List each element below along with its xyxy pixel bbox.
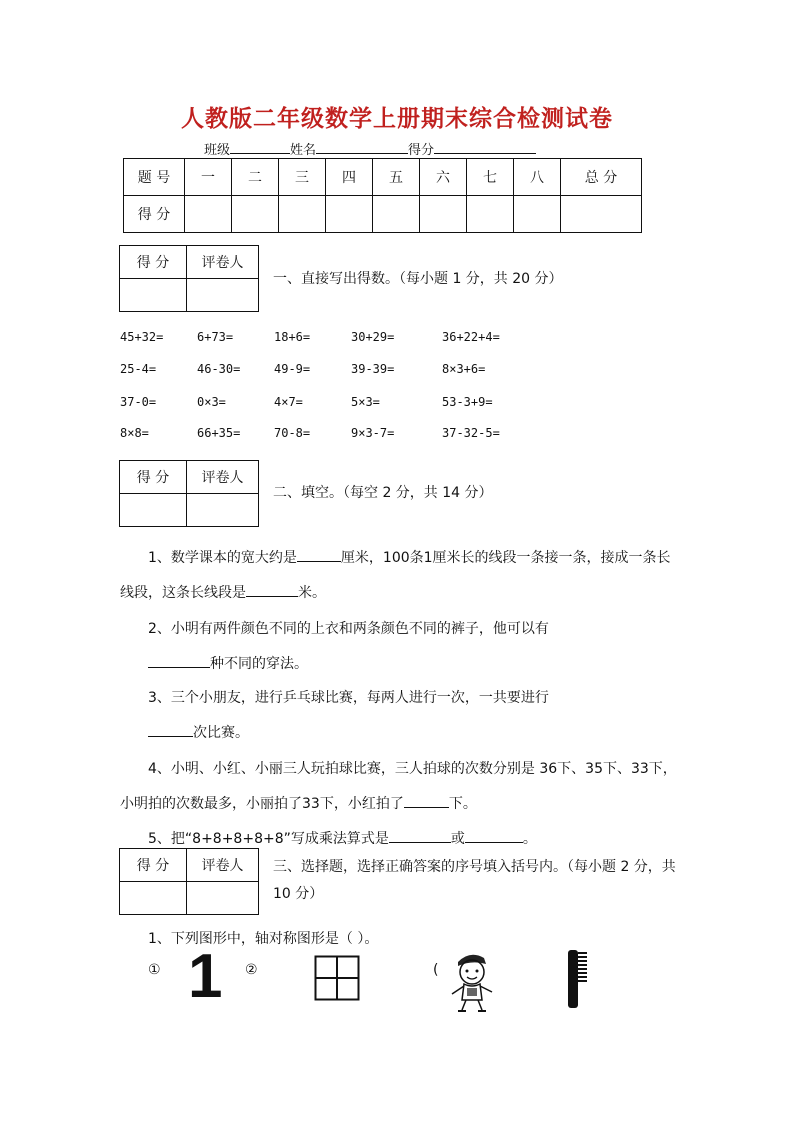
grader-cell[interactable]	[187, 279, 259, 312]
arith-item: 53-3+9=	[442, 395, 493, 409]
score-cell[interactable]	[467, 196, 514, 233]
question-number-row	[124, 159, 642, 196]
fill-question-2-line-1: 2、小明有两件颜色不同的上衣和两条颜色不同的裤子，他可以有	[148, 621, 549, 637]
score-row	[124, 196, 642, 233]
score-cell[interactable]	[514, 196, 561, 233]
answer-blank[interactable]	[148, 723, 193, 737]
score-cell[interactable]	[373, 196, 420, 233]
row-header: 题 号	[124, 159, 185, 196]
score-cell[interactable]	[232, 196, 279, 233]
arith-item: 49-9=	[274, 362, 311, 376]
score-cell[interactable]	[420, 196, 467, 233]
arith-item: 8×8=	[120, 426, 149, 440]
grader-label: 评卷人	[187, 246, 259, 279]
column-header: 二	[232, 159, 279, 196]
grader-score-label: 得 分	[120, 849, 187, 882]
arith-item: 8×3+6=	[442, 362, 486, 376]
arith-item: 37-0=	[120, 395, 157, 409]
fill-question-4-line-1: 4、小明、小红、小丽三人玩拍球比赛，三人拍球的次数分别是 36下、35下、33下，	[148, 761, 677, 777]
name-blank[interactable]	[316, 141, 408, 154]
answer-blank[interactable]	[404, 794, 449, 808]
column-header: 总 分	[561, 159, 642, 196]
grader-score-cell[interactable]	[120, 494, 187, 527]
section-3-title-line-1: 三、选择题，选择正确答案的序号填入括号内。（每小题 2 分，共	[273, 859, 676, 875]
section-2-title: 二、填空。（每空 2 分，共 14 分）	[273, 485, 493, 501]
column-header: 七	[467, 159, 514, 196]
answer-blank[interactable]	[148, 654, 210, 668]
fill-question-3-line-2: 次比赛。	[148, 722, 249, 742]
score-cell[interactable]	[279, 196, 326, 233]
arith-item: 6+73=	[197, 330, 234, 344]
grader-score-cell[interactable]	[120, 882, 187, 915]
arith-item: 9×3-7=	[351, 426, 395, 440]
arith-item: 5×3=	[351, 395, 380, 409]
arith-item: 25-4=	[120, 362, 157, 376]
grader-label: 评卷人	[187, 849, 259, 882]
arith-item: 36+22+4=	[442, 330, 500, 344]
grader-cell[interactable]	[187, 882, 259, 915]
arith-item: 18+6=	[274, 330, 311, 344]
column-header: 一	[185, 159, 232, 196]
answer-blank[interactable]	[389, 829, 451, 843]
arith-item: 45+32=	[120, 330, 164, 344]
score-cell[interactable]	[561, 196, 642, 233]
score-cell[interactable]	[326, 196, 373, 233]
section-3-title-line-2: 10 分）	[273, 886, 324, 902]
fill-question-2-line-2: 种不同的穿法。	[148, 653, 308, 673]
column-header: 六	[420, 159, 467, 196]
option-2-marker: ②	[245, 962, 258, 978]
name-label: 姓名	[290, 143, 317, 158]
grader-box	[119, 245, 259, 312]
digit-one-figure: 1	[188, 942, 223, 1011]
arith-item: 37-32-5=	[442, 426, 500, 440]
arith-item: 46-30=	[197, 362, 241, 376]
column-header: 五	[373, 159, 420, 196]
class-label: 班级	[204, 143, 231, 158]
class-blank[interactable]	[230, 141, 290, 154]
option-3-marker: (	[433, 962, 439, 978]
arith-item: 30+29=	[351, 330, 395, 344]
grader-cell[interactable]	[187, 494, 259, 527]
score-label: 得分	[408, 143, 435, 158]
arith-item: 66+35=	[197, 426, 241, 440]
column-header: 四	[326, 159, 373, 196]
choice-question-1: 1、下列图形中，轴对称图形是（ ）。	[148, 931, 379, 947]
answer-blank[interactable]	[297, 548, 341, 562]
answer-blank[interactable]	[465, 829, 523, 843]
cartoon-boy-figure	[440, 948, 504, 1014]
option-1-marker: ①	[148, 962, 161, 978]
square-grid-figure	[314, 955, 360, 1001]
student-info-line	[204, 139, 536, 158]
arith-item: 4×7=	[274, 395, 303, 409]
section-1-title: 一、直接写出得数。（每小题 1 分，共 20 分）	[273, 271, 563, 287]
arith-item: 70-8=	[274, 426, 311, 440]
arith-item: 39-39=	[351, 362, 395, 376]
row-header: 得 分	[124, 196, 185, 233]
comb-figure	[566, 948, 590, 1010]
answer-blank[interactable]	[246, 583, 298, 597]
grader-score-cell[interactable]	[120, 279, 187, 312]
score-blank[interactable]	[434, 141, 536, 154]
grader-label: 评卷人	[187, 461, 259, 494]
score-cell[interactable]	[185, 196, 232, 233]
page-title: 人教版二年级数学上册期末综合检测试卷	[181, 106, 613, 132]
fill-question-3-line-1: 3、三个小朋友，进行乒乓球比赛，每两人进行一次，一共要进行	[148, 690, 549, 706]
arith-item: 0×3=	[197, 395, 226, 409]
fill-question-1-line-2: 线段，这条长线段是 米。	[120, 585, 326, 601]
grader-score-label: 得 分	[120, 461, 187, 494]
grader-box	[119, 848, 259, 915]
fill-question-1-line-1: 1、数学课本的宽大约是 厘米，100条1厘米长的线段一条接一条，接成一条长	[148, 550, 671, 566]
fill-question-5: 5、把“8+8+8+8+8”写成乘法算式是 或 。	[148, 831, 537, 847]
grader-box	[119, 460, 259, 527]
score-summary-table	[123, 158, 642, 233]
grader-score-label: 得 分	[120, 246, 187, 279]
fill-question-4-line-2: 小明拍的次数最多，小丽拍了33下，小红拍了 下。	[120, 796, 477, 812]
column-header: 三	[279, 159, 326, 196]
column-header: 八	[514, 159, 561, 196]
